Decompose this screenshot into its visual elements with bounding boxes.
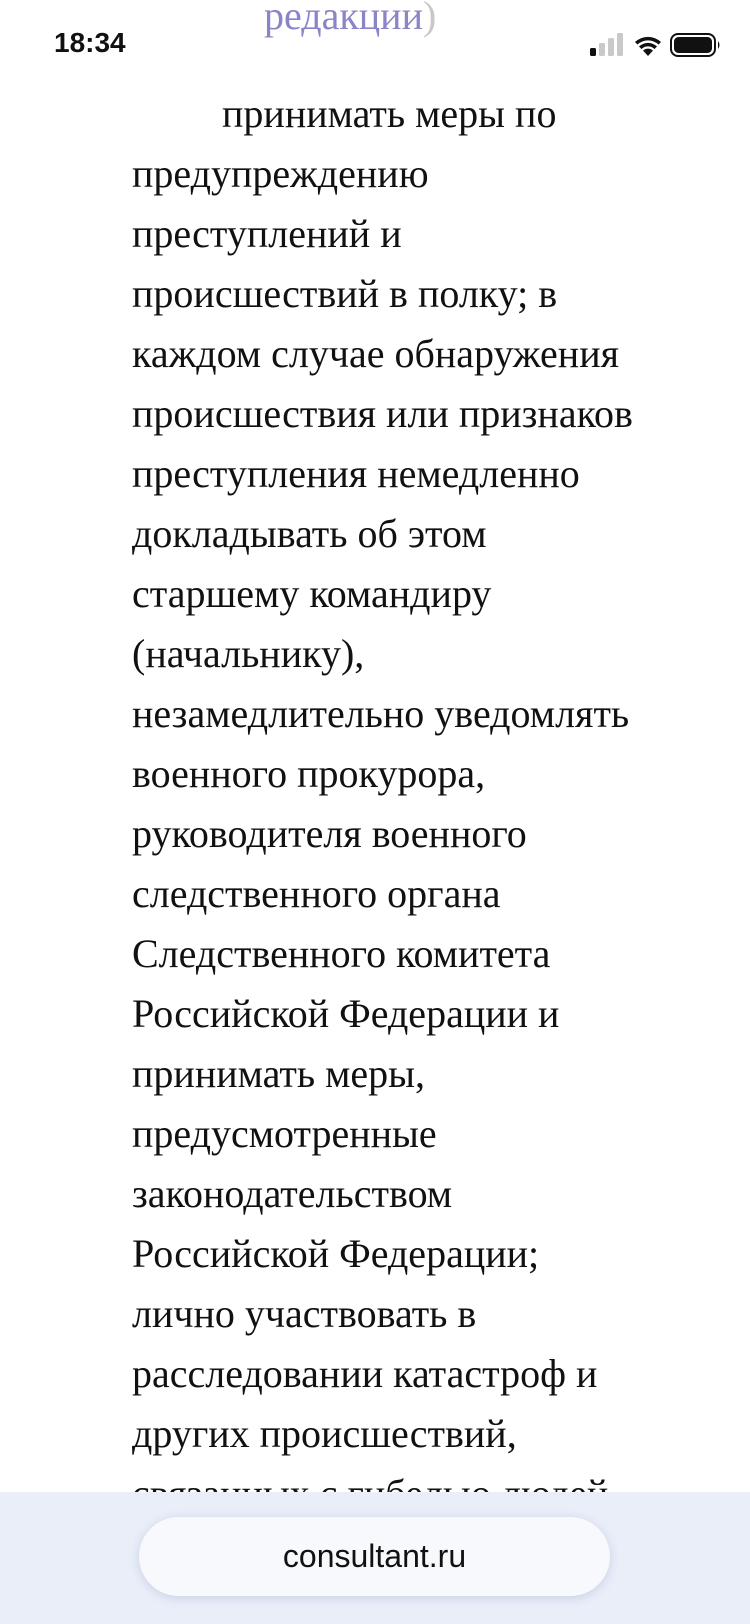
text-line: происшествий в полку; в: [132, 271, 558, 316]
cellular-signal-icon: [590, 33, 623, 56]
text-line: происшествия или признаков: [132, 391, 633, 436]
paragraph-text: [132, 84, 633, 1524]
text-line: Российской Федерации;: [132, 1231, 540, 1276]
closing-parenthesis: ): [422, 0, 437, 38]
address-bar[interactable]: [139, 1517, 610, 1596]
previous-edition-link[interactable]: [264, 0, 436, 46]
text-line: незамедлительно уведомлять: [132, 691, 630, 736]
text-line: принимать меры,: [132, 1051, 426, 1096]
battery-icon: [671, 34, 720, 56]
text-line: (начальнику),: [132, 631, 365, 676]
text-line: преступлений и: [132, 211, 402, 256]
status-icons: [590, 30, 722, 62]
browser-bottom-bar: [0, 1492, 750, 1624]
text-line: расследовании катастроф и: [132, 1351, 598, 1396]
text-line: лично участвовать в: [132, 1291, 477, 1336]
previous-edition-link-text[interactable]: редакции: [264, 0, 423, 38]
text-line: предупреждению: [132, 151, 429, 196]
text-line: Следственного комитета: [132, 931, 551, 976]
text-line: докладывать об этом: [132, 511, 487, 556]
text-line: принимать меры по: [222, 91, 557, 136]
text-line: предусмотренные: [132, 1111, 437, 1156]
text-line: руководителя военного: [132, 811, 527, 856]
text-line: каждом случае обнаружения: [132, 331, 619, 376]
text-line: старшему командиру: [132, 571, 492, 616]
text-line: преступления немедленно: [132, 451, 580, 496]
text-line: следственного органа: [132, 871, 501, 916]
text-line: других происшествий,: [132, 1411, 517, 1456]
wifi-icon: [635, 37, 661, 56]
text-line: законодательством: [132, 1171, 453, 1216]
text-line: военного прокурора,: [132, 751, 486, 796]
status-time: 18:34: [54, 27, 126, 58]
address-bar-url[interactable]: consultant.ru: [282, 1538, 467, 1574]
text-line: Российской Федерации и: [132, 991, 560, 1036]
